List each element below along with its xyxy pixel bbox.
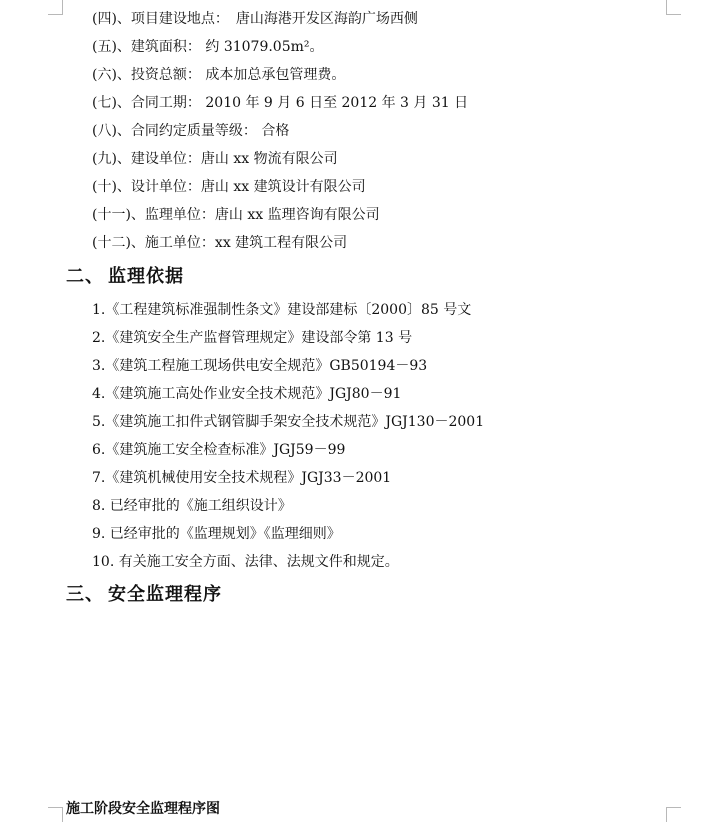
basis-item: 7.《建筑机械使用安全技术规程》JGJ33－2001 [92, 470, 392, 486]
owner-unit-line: (九)、建设单位：唐山 xx 物流有限公司 [92, 151, 338, 167]
basis-item: 3.《建筑工程施工现场供电安全规范》GB50194－93 [92, 358, 428, 374]
section-title: 安全监理程序 [108, 584, 222, 605]
basis-item: 8. 已经审批的《施工组织设计》 [92, 498, 292, 514]
construction-unit-line: (十二)、施工单位：xx 建筑工程有限公司 [92, 235, 348, 251]
section-number: 二、 [66, 266, 104, 287]
basis-item: 5.《建筑施工扣件式钢管脚手架安全技术规范》JGJ130－2001 [92, 414, 485, 430]
basis-item: 9. 已经审批的《监理规划》《监理细则》 [92, 526, 341, 542]
basis-item: 6.《建筑施工安全检查标准》JGJ59－99 [92, 442, 346, 458]
design-unit-line: (十)、设计单位：唐山 xx 建筑设计有限公司 [92, 179, 366, 195]
basis-item: 2.《建筑安全生产监督管理规定》建设部令第 13 号 [92, 330, 413, 346]
figure-caption: 施工阶段安全监理程序图 [66, 801, 220, 817]
section-number: 三、 [66, 584, 104, 605]
quality-grade-line: (八)、合同约定质量等级： 合格 [92, 123, 290, 139]
section-heading [66, 583, 222, 607]
page-corner-mark [666, 807, 681, 822]
investment-line: (六)、投资总额： 成本加总承包管理费。 [92, 67, 346, 83]
section-title: 监理依据 [108, 266, 184, 287]
project-location-line: (四)、项目建设地点： 唐山海港开发区海韵广场西侧 [92, 11, 418, 27]
basis-item: 4.《建筑施工高处作业安全技术规范》JGJ80－91 [92, 386, 402, 402]
section-heading [66, 265, 184, 289]
page-corner-mark [48, 0, 63, 15]
building-area-line: (五)、建筑面积： 约 31079.05m²。 [92, 39, 324, 55]
contract-period-line: (七)、合同工期： 2010 年 9 月 6 日至 2012 年 3 月 31 日 [92, 95, 469, 111]
basis-item: 10. 有关施工安全方面、法律、法规文件和规定。 [92, 554, 399, 570]
basis-item: 1.《工程建筑标准强制性条文》建设部建标〔2000〕85 号文 [92, 302, 472, 318]
page-corner-mark [666, 0, 681, 15]
page-corner-mark [48, 807, 63, 822]
supervision-unit-line: (十一)、监理单位：唐山 xx 监理咨询有限公司 [92, 207, 380, 223]
